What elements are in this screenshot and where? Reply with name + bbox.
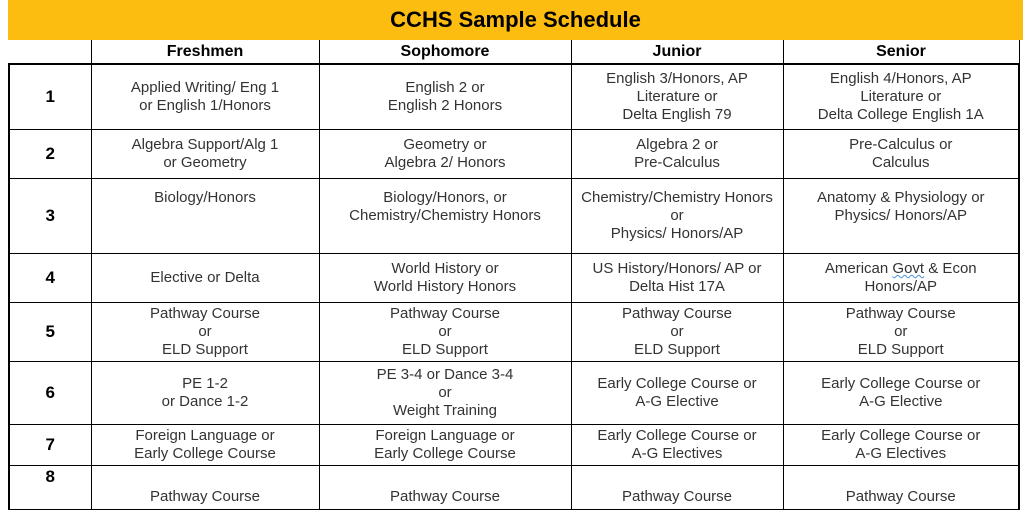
cell-line: World History Honors	[373, 278, 517, 295]
cell-junior	[571, 130, 783, 179]
table-row	[9, 466, 1019, 510]
cell-line: Delta English 79	[622, 106, 732, 123]
cell-line: Honors/AP	[864, 278, 938, 295]
cell-junior	[571, 254, 783, 303]
cell-line: Early College Course or	[821, 427, 981, 444]
cell-line: Physics/ Honors/AP	[610, 225, 744, 242]
cell-sophomore	[319, 466, 571, 510]
cell-line: Pathway Course	[845, 305, 956, 322]
cell-line: Physics/ Honors/AP	[834, 207, 968, 224]
cell-line: Delta Hist 17A	[629, 278, 725, 295]
cell-line: English 3/Honors, AP	[606, 70, 748, 87]
cell-line: US History/Honors/ AP or	[592, 260, 762, 277]
cell-line: or	[894, 323, 908, 340]
cell-sophomore	[319, 179, 571, 254]
cell-line: Algebra 2 or	[636, 136, 718, 153]
cell-line: or	[438, 384, 452, 401]
cell-line: Pathway Course	[389, 488, 501, 505]
cell-line: or Dance 1-2	[161, 393, 249, 410]
cell-line: Pre-Calculus or	[849, 136, 953, 153]
cell-senior	[783, 466, 1019, 510]
period-number: 3	[9, 179, 91, 254]
period-number: 8	[9, 466, 91, 510]
cell-freshmen	[91, 64, 319, 130]
period-number: 4	[9, 254, 91, 303]
cell-freshmen	[91, 130, 319, 179]
cell-line: Early College Course	[134, 445, 276, 462]
table-row	[9, 179, 1019, 254]
header-freshmen: Freshmen	[91, 40, 319, 64]
cell-line: World History or	[391, 260, 499, 277]
cell-line: English 4/Honors, AP	[829, 70, 972, 87]
cell-line: Early College Course or	[597, 375, 757, 392]
cell-line: Elective or Delta	[150, 269, 260, 286]
cell-junior	[571, 466, 783, 510]
cell-junior	[571, 64, 783, 130]
period-number: 5	[9, 303, 91, 362]
cell-line: Calculus	[871, 154, 930, 171]
title-banner	[8, 0, 1023, 40]
cell-line: PE 1-2	[182, 375, 228, 392]
cell-line: Chemistry/Chemistry Honors	[581, 189, 773, 206]
header-junior: Junior	[571, 40, 783, 64]
cell-junior	[571, 425, 783, 466]
cell-line: Anatomy & Physiology or	[816, 189, 985, 206]
period-number: 2	[9, 130, 91, 179]
period-number: 7	[9, 425, 91, 466]
cell-line: Early College Course or	[597, 427, 757, 444]
cell-line: or English 1/Honors	[139, 97, 271, 114]
cell-junior	[571, 303, 783, 362]
cell-line: ELD Support	[402, 341, 488, 358]
cell-senior	[783, 362, 1019, 425]
cell-line: Early College Course or	[821, 375, 981, 392]
cell-sophomore	[319, 362, 571, 425]
cell-freshmen	[91, 179, 319, 254]
cell-senior	[783, 64, 1019, 130]
cell-line: Biology/Honors, or	[383, 189, 507, 206]
cell-line: or Geometry	[163, 154, 247, 171]
header-senior: Senior	[783, 40, 1019, 64]
cell-line: Pathway Course	[149, 488, 261, 505]
cell-senior	[783, 303, 1019, 362]
header-blank	[9, 40, 91, 64]
schedule-table	[8, 40, 1020, 510]
table-row	[9, 362, 1019, 425]
cell-line: Applied Writing/ Eng 1	[130, 79, 280, 96]
cell-junior	[571, 179, 783, 254]
cell-freshmen	[91, 362, 319, 425]
cell-line: English 2 Honors	[387, 97, 503, 114]
cell-freshmen	[91, 425, 319, 466]
cell-line: Chemistry/Chemistry Honors	[349, 207, 541, 224]
cell-senior	[783, 254, 1019, 303]
cell-line: Pathway Course	[845, 488, 956, 505]
cell-line: A-G Elective	[859, 393, 943, 410]
cell-line: ELD Support	[162, 341, 248, 358]
cell-line: Early College Course	[374, 445, 516, 462]
cell-sophomore	[319, 254, 571, 303]
cell-line: Literature or	[860, 88, 942, 105]
table-row	[9, 64, 1019, 130]
cell-freshmen	[91, 303, 319, 362]
cell-line: Delta College English 1A	[817, 106, 984, 123]
cell-line: Geometry or	[403, 136, 487, 153]
cell-line: Foreign Language or	[375, 427, 515, 444]
cell-senior	[783, 179, 1019, 254]
header-row	[9, 40, 1019, 64]
cell-line: or	[670, 323, 684, 340]
cell-line: PE 3-4 or Dance 3-4	[376, 366, 514, 383]
cell-line: or	[670, 207, 684, 224]
period-number: 6	[9, 362, 91, 425]
cell-line: American Govt & Econ	[824, 260, 977, 277]
cell-sophomore	[319, 64, 571, 130]
table-row	[9, 303, 1019, 362]
cell-sophomore	[319, 425, 571, 466]
cell-line: Pre-Calculus	[634, 154, 720, 171]
cell-line: Pathway Course	[389, 305, 501, 322]
cell-line: A-G Elective	[635, 393, 719, 410]
cell-freshmen	[91, 254, 319, 303]
cell-sophomore	[319, 303, 571, 362]
cell-senior	[783, 425, 1019, 466]
cell-line: Literature or	[636, 88, 718, 105]
cell-line: or	[198, 323, 212, 340]
cell-line: or	[438, 323, 452, 340]
header-sophomore: Sophomore	[319, 40, 571, 64]
cell-line: Foreign Language or	[135, 427, 275, 444]
cell-freshmen	[91, 466, 319, 510]
cell-line: Biology/Honors	[154, 189, 256, 206]
cell-line: English 2 or	[405, 79, 485, 96]
cell-junior	[571, 362, 783, 425]
cell-line: Weight Training	[393, 402, 497, 419]
table-row	[9, 254, 1019, 303]
table-row	[9, 130, 1019, 179]
table-row	[9, 425, 1019, 466]
cell-line: ELD Support	[857, 341, 944, 358]
cell-senior	[783, 130, 1019, 179]
cell-line: Pathway Course	[621, 305, 733, 322]
cell-line: Algebra 2/ Honors	[384, 154, 506, 171]
cell-line: Pathway Course	[149, 305, 261, 322]
cell-sophomore	[319, 130, 571, 179]
cell-line: A-G Electives	[631, 445, 723, 462]
cell-line: A-G Electives	[855, 445, 947, 462]
cell-line: ELD Support	[634, 341, 720, 358]
cell-line: Algebra Support/Alg 1	[131, 136, 279, 153]
cell-line: Pathway Course	[621, 488, 733, 505]
page-title: CCHS Sample Schedule	[390, 7, 641, 32]
period-number: 1	[9, 64, 91, 130]
